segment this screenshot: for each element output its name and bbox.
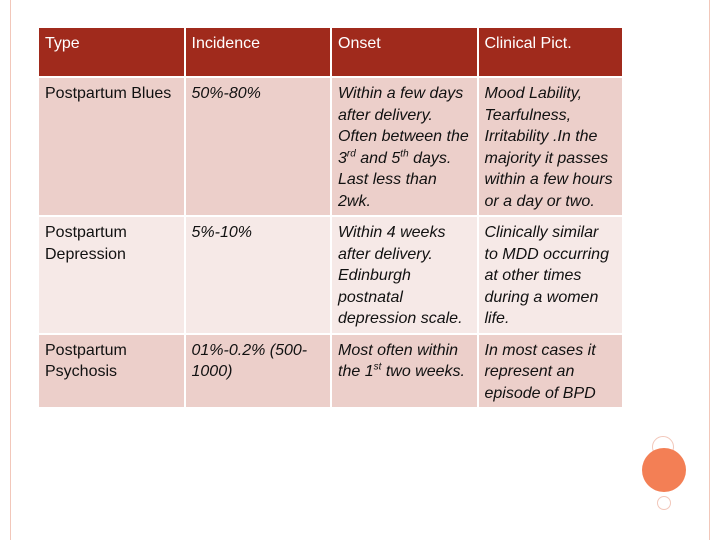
onset-text: two weeks.	[381, 363, 465, 380]
onset-superscript: rd	[346, 148, 356, 160]
cell-onset	[332, 217, 477, 333]
cell-clinical-picture: Mood Lability, Tearfulness, Irritability .In the majority it passes within a few hours or a day or two.	[479, 78, 623, 215]
onset-text: Most often within the 1	[338, 341, 459, 380]
onset-superscript: th	[400, 148, 409, 160]
left-border-line	[10, 0, 11, 540]
cell-type: Postpartum Psychosis	[39, 335, 184, 408]
cell-incidence: 50%-80%	[186, 78, 331, 215]
decorative-circle-tiny	[657, 496, 671, 510]
table-row-postpartum-blues	[39, 78, 622, 215]
header-type: Type	[39, 28, 184, 76]
table-row-postpartum-psychosis	[39, 335, 622, 408]
cell-clinical-picture: In most cases it represent an episode of BPD	[479, 335, 623, 408]
onset-text: and 5	[355, 149, 401, 167]
cell-type: Postpartum Depression	[39, 217, 184, 333]
cell-incidence: 01%-0.2% (500-1000)	[186, 335, 331, 408]
cell-type: Postpartum Blues	[39, 78, 184, 215]
table-row-postpartum-depression	[39, 217, 622, 333]
header-onset: Onset	[332, 28, 477, 76]
decorative-circle-accent	[642, 448, 686, 492]
onset-text: Within a few days after delivery. Often between the 3	[338, 85, 469, 167]
header-incidence: Incidence	[186, 28, 331, 76]
cell-onset	[332, 78, 477, 215]
onset-text: Within 4 weeks after delivery. Edinburgh postnatal depression scale.	[338, 224, 463, 327]
table-header-row	[39, 28, 622, 76]
cell-incidence: 5%-10%	[186, 217, 331, 333]
postpartum-disorders-table	[37, 26, 624, 409]
cell-clinical-picture: Clinically similar to MDD occurring at other times during a women life.	[479, 217, 623, 333]
cell-onset	[332, 335, 477, 408]
onset-text: days. Last less than 2wk.	[338, 149, 452, 210]
right-border-line	[709, 0, 710, 540]
header-clinical-picture: Clinical Pict.	[479, 28, 623, 76]
onset-superscript: st	[373, 361, 382, 373]
